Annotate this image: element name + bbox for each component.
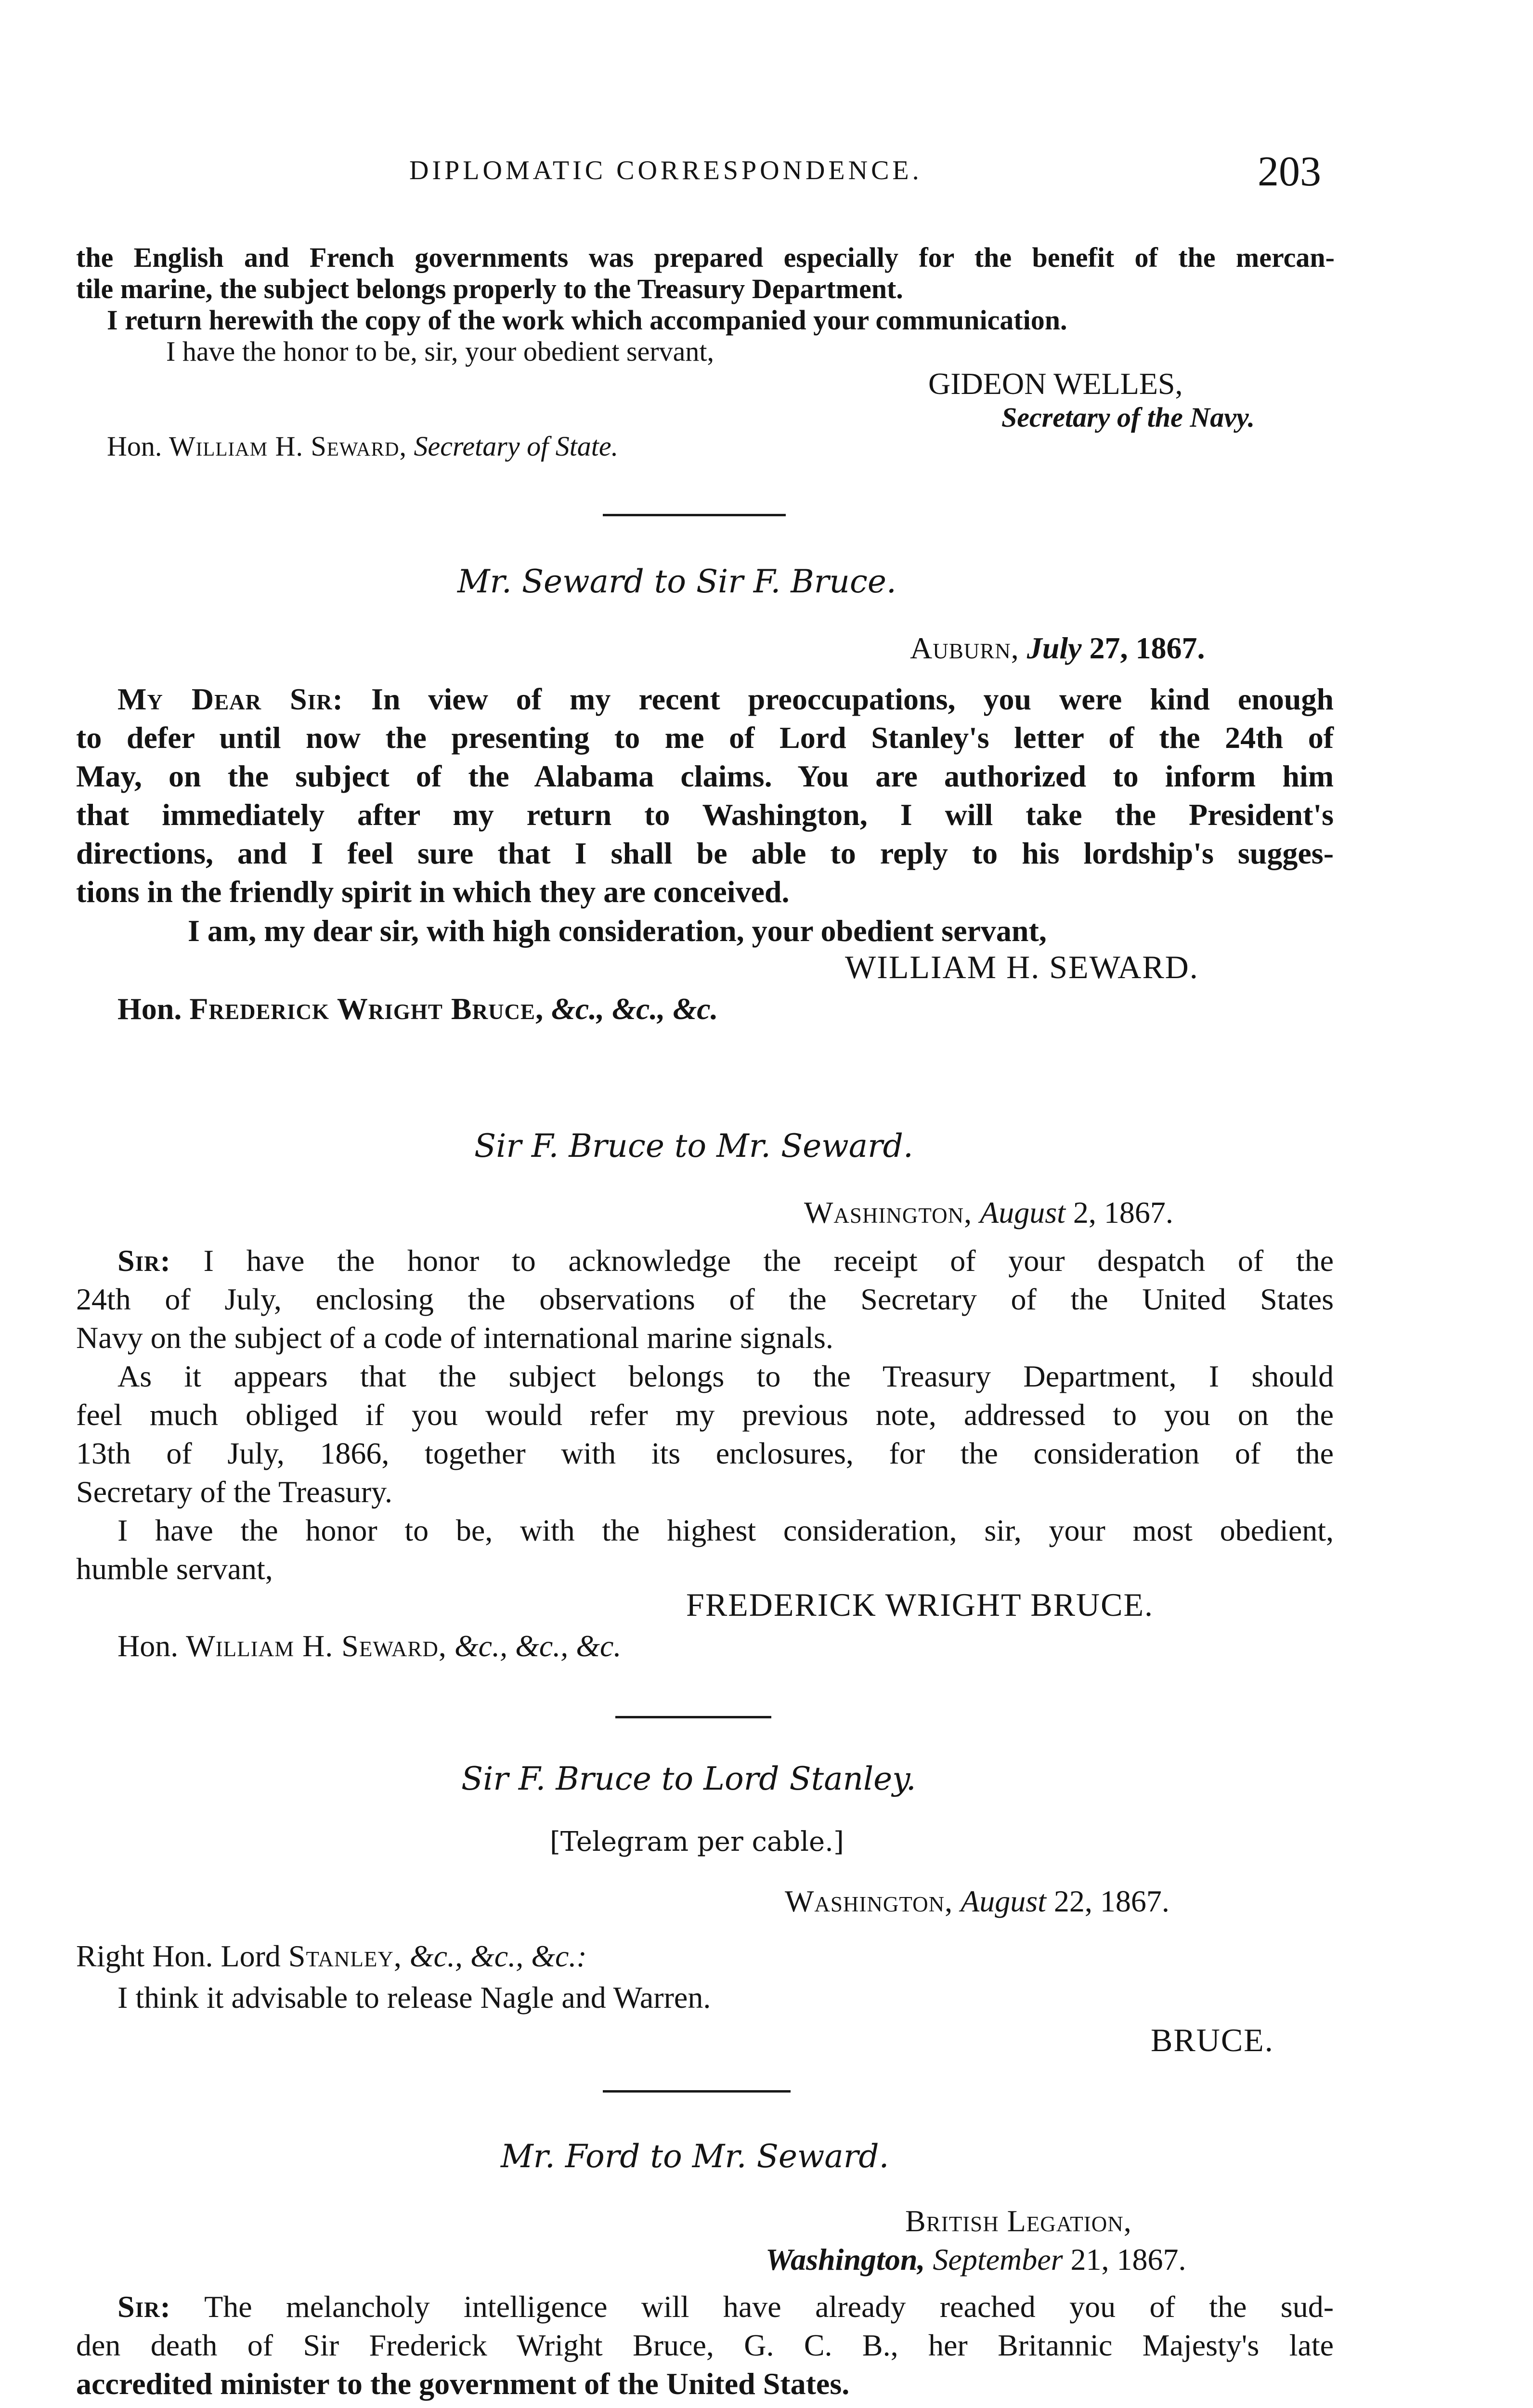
- letter3-line-3: Navy on the subject of a code of international marine signals.: [76, 1321, 833, 1355]
- letter2-title: Mr. Seward to Sir F. Bruce.: [457, 563, 896, 600]
- letter3-para-1-line-1: [117, 1242, 1334, 1280]
- addressee-name: Stanley,: [288, 1939, 402, 1973]
- letter4-dateline: [785, 1882, 1169, 1921]
- letter1-line-1: the English and French governments was prepared especially for the benefit of the mercan-: [76, 242, 1335, 273]
- letter3-line-6: 13th of July, 1866, together with its enclosures, for the consideration of the: [76, 1436, 1334, 1470]
- letter2-line-4: that immediately after my return to Washington, I will take the President's: [76, 798, 1334, 832]
- salutation: My Dear Sir:: [117, 682, 343, 716]
- addressee-etc: &c., &c., &c.: [454, 1629, 622, 1663]
- dateline-rest: 2, 1867.: [1073, 1195, 1173, 1230]
- letter1-signature-name: GIDEON WELLES,: [928, 366, 1183, 401]
- letter2-closing: I am, my dear sir, with high consideration, your obedient servant,: [188, 914, 1047, 948]
- addressee-hon: Hon.: [107, 431, 162, 462]
- dateline-month: August: [961, 1884, 1046, 1918]
- letter2-line-3: May, on the subject of the Alabama claims. You are authorized to inform him: [76, 759, 1334, 793]
- letter2-line-6: tions in the friendly spirit in which they are conceived.: [76, 875, 790, 909]
- letter4-telegram-note: [Telegram per cable.]: [550, 1826, 844, 1858]
- dateline-place: Auburn,: [910, 631, 1019, 665]
- section-divider: [615, 1716, 771, 1718]
- letter3-dateline: [804, 1193, 1173, 1232]
- dateline-month: August: [980, 1195, 1065, 1230]
- salutation: Sir:: [117, 1243, 171, 1278]
- letter3-line-7: Secretary of the Treasury.: [76, 1475, 392, 1509]
- letter2-addressee: [117, 990, 718, 1028]
- addressee-etc: &c., &c., &c.:: [409, 1939, 587, 1973]
- letter4-title: Sir F. Bruce to Lord Stanley.: [461, 1760, 916, 1797]
- letter5-dateline: [766, 2240, 1186, 2279]
- addressee-right-hon: Right Hon. Lord: [76, 1939, 281, 1973]
- addressee-name: William H. Seward,: [169, 431, 407, 462]
- addressee-hon: Hon.: [117, 1629, 179, 1663]
- letter3-line-text: I have the honor to acknowledge the receipt of your despatch of the: [203, 1243, 1334, 1278]
- letter3-signature: FREDERICK WRIGHT BRUCE.: [686, 1586, 1154, 1623]
- letter1-addressee: [107, 430, 618, 463]
- letter3-line-2: 24th of July, enclosing the observations of the Secretary of the United States: [76, 1282, 1334, 1316]
- letter4-body: I think it advisable to release Nagle and Warren.: [117, 1980, 711, 2015]
- letter3-line-9: humble servant,: [76, 1552, 273, 1586]
- letter4-addressee: [76, 1937, 587, 1976]
- dateline-rest: 21, 1867.: [1070, 2242, 1186, 2277]
- letter1-closing: I have the honor to be, sir, your obedient servant,: [166, 336, 715, 367]
- page-number: 203: [1258, 148, 1321, 195]
- letter4-signature: BRUCE.: [1151, 2022, 1274, 2058]
- section-divider: [603, 514, 786, 516]
- letter2-line-2: to defer until now the presenting to me of Lord Stanley's letter of the 24th of: [76, 720, 1334, 755]
- letter5-title: Mr. Ford to Mr. Seward.: [501, 2138, 889, 2175]
- addressee-name: Frederick Wright Bruce,: [189, 992, 544, 1026]
- addressee-hon: Hon.: [117, 992, 182, 1026]
- letter2-para-1-line-1: [117, 680, 1334, 719]
- letter3-line-8: I have the honor to be, with the highest consideration, sir, your most obedient,: [117, 1513, 1334, 1547]
- letter5-dateline-place: British Legation,: [905, 2204, 1132, 2238]
- dateline-city: Washington,: [766, 2242, 925, 2277]
- letter5-line-text: The melancholy intelligence will have already reached you of the sud-: [204, 2290, 1334, 2324]
- addressee-name: William H. Seward,: [186, 1629, 447, 1663]
- addressee-etc: &c., &c., &c.: [551, 992, 718, 1026]
- letter5-line-3: accredited minister to the government of the United States.: [76, 2367, 850, 2401]
- letter2-dateline: [910, 629, 1205, 667]
- dateline-month: September: [933, 2242, 1063, 2277]
- letter3-line-5: feel much obliged if you would refer my previous note, addressed to you on the: [76, 1398, 1334, 1432]
- letter5-line-2: den death of Sir Frederick Wright Bruce, G. C. B., her Britannic Majesty's late: [76, 2328, 1334, 2362]
- dateline-month: July: [1026, 631, 1082, 665]
- letter3-addressee: [117, 1627, 621, 1665]
- salutation: Sir:: [117, 2290, 171, 2324]
- letter5-para-1-line-1: [117, 2288, 1334, 2326]
- addressee-title: Secretary of State.: [414, 431, 619, 462]
- running-head: DIPLOMATIC CORRESPONDENCE.: [409, 156, 922, 185]
- dateline-rest: 27, 1867.: [1089, 631, 1205, 665]
- letter2-line-text: In view of my recent preoccupations, you were kind enough: [371, 682, 1334, 716]
- letter3-line-4: As it appears that the subject belongs to the Treasury Department, I should: [117, 1359, 1334, 1393]
- dateline-place: Washington,: [785, 1884, 953, 1918]
- letter1-signature-title: Secretary of the Navy.: [1001, 402, 1255, 433]
- dateline-rest: 22, 1867.: [1053, 1884, 1169, 1918]
- dateline-place: Washington,: [804, 1195, 973, 1230]
- letter3-title: Sir F. Bruce to Mr. Seward.: [474, 1127, 913, 1165]
- letter2-line-5: directions, and I feel sure that I shall be able to reply to his lordship's sugges-: [76, 836, 1334, 870]
- letter2-signature: WILLIAM H. SEWARD.: [845, 949, 1199, 985]
- section-divider: [603, 2090, 791, 2093]
- letter1-line-2: tile marine, the subject belongs properly to the Treasury Department.: [76, 273, 903, 304]
- letter1-para-2: I return herewith the copy of the work which accompanied your communication.: [107, 304, 1067, 336]
